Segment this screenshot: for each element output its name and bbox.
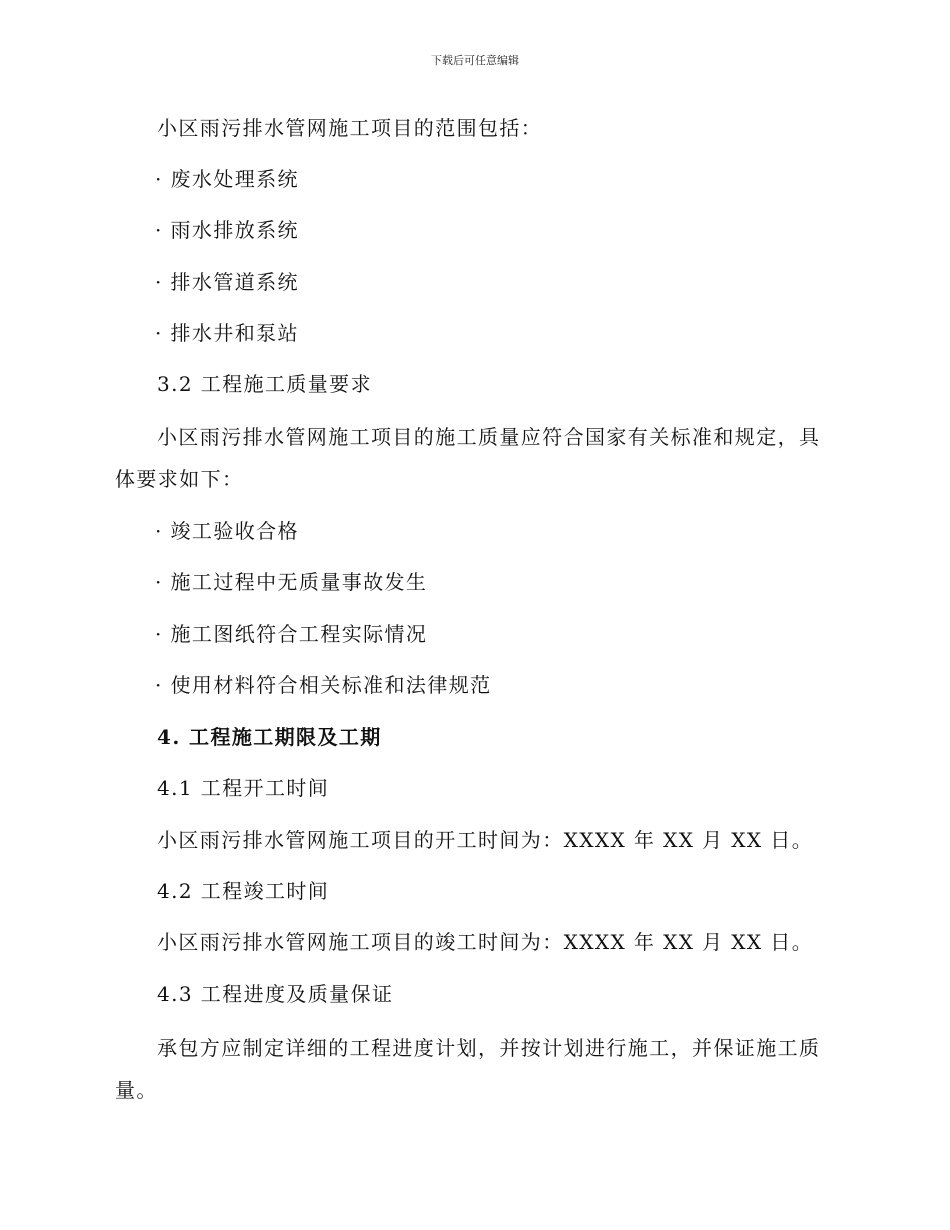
progress-paragraph-line-2: 量。 [115,1078,158,1102]
section-heading-4-3: 4.3 工程进度及质量保证 [157,982,394,1006]
quality-paragraph-line-2: 体要求如下： [115,467,244,491]
section-heading-4-2: 4.2 工程竣工时间 [157,879,330,903]
list-item: · 排水井和泵站 [155,321,299,345]
list-item: · 竣工验收合格 [155,519,299,543]
list-item: · 施工过程中无质量事故发生 [155,570,428,594]
list-item: · 雨水排放系统 [155,218,299,242]
list-item: · 使用材料符合相关标准和法律规范 [155,673,492,697]
quality-paragraph-line-1: 小区雨污排水管网施工项目的施工质量应符合国家有关标准和规定，具 [157,425,821,449]
scope-intro: 小区雨污排水管网施工项目的范围包括： [157,116,543,140]
start-date-paragraph: 小区雨污排水管网施工项目的开工时间为：XXXX 年 XX 月 XX 日。 [157,828,814,852]
list-item: · 施工图纸符合工程实际情况 [155,622,428,646]
list-item: · 废水处理系统 [155,167,299,191]
section-heading-4-1: 4.1 工程开工时间 [157,776,330,800]
section-heading-3-2: 3.2 工程施工质量要求 [157,372,372,396]
page-header-note: 下载后可任意编辑 [431,54,519,67]
section-heading-4: 4. 工程施工期限及工期 [157,725,382,749]
list-item: · 排水管道系统 [155,270,299,294]
completion-date-paragraph: 小区雨污排水管网施工项目的竣工时间为：XXXX 年 XX 月 XX 日。 [157,930,814,954]
progress-paragraph-line-1: 承包方应制定详细的工程进度计划，并按计划进行施工，并保证施工质 [157,1036,821,1060]
